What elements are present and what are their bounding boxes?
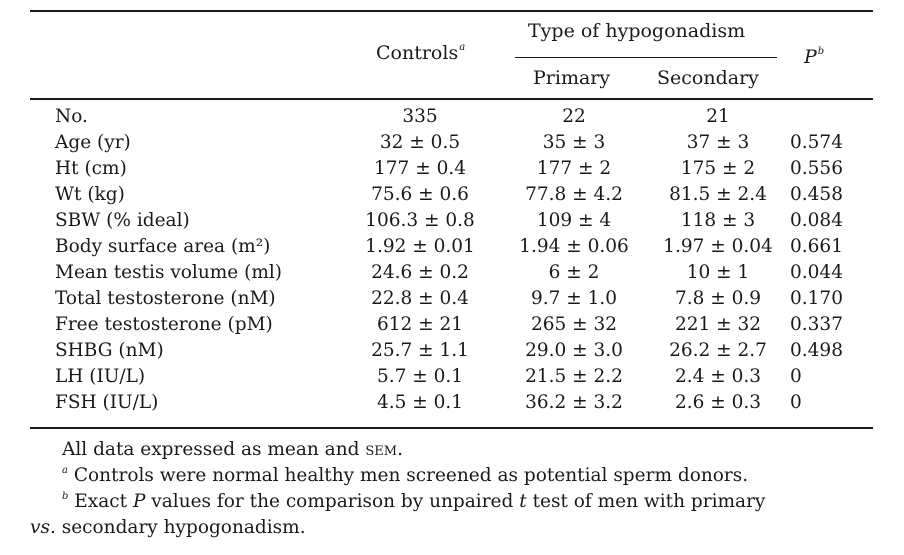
cell-p: 0.170: [790, 288, 843, 309]
column-header-p: [804, 46, 824, 68]
footnote-b-text: test of men with primary: [532, 491, 766, 512]
cell-secondary: 118 ± 3: [680, 210, 756, 231]
cell-p: 0.084: [790, 210, 843, 231]
cell-controls: 22.8 ± 0.4: [371, 288, 469, 309]
table-row: [0, 236, 904, 262]
cell-secondary: 37 ± 3: [686, 132, 750, 153]
row-label: Body surface area (m²): [55, 236, 271, 257]
row-label: Wt (kg): [55, 184, 125, 205]
column-header-secondary: Secondary: [657, 67, 759, 89]
cell-primary: 9.7 ± 1.0: [530, 288, 618, 309]
table-row: [0, 340, 904, 366]
row-label: Ht (cm): [55, 158, 127, 179]
cell-secondary: 26.2 ± 2.7: [669, 340, 767, 361]
cell-primary: 77.8 ± 4.2: [525, 184, 623, 205]
footnote-text: All data expressed as mean and: [62, 439, 360, 460]
cell-p: 0: [790, 392, 802, 413]
cell-p: 0.661: [790, 236, 843, 257]
cell-primary: 35 ± 3: [542, 132, 606, 153]
footnote-a-text: Controls were normal healthy men screened as potential sperm donors.: [73, 465, 749, 486]
controls-label: Controls: [376, 42, 459, 64]
table-row: [0, 106, 904, 132]
table-row: [0, 158, 904, 184]
footnote-b-text: values for the comparison by unpaired: [151, 491, 514, 512]
table-top-rule: [30, 10, 873, 12]
cell-controls: 106.3 ± 0.8: [365, 210, 475, 231]
footnote-b-t: t: [519, 491, 527, 512]
table-row: [0, 392, 904, 418]
cell-primary: 29.0 ± 3.0: [525, 340, 623, 361]
footnote-b: [62, 491, 765, 512]
cell-primary: 1.94 ± 0.06: [519, 236, 629, 257]
row-label: LH (IU/L): [55, 366, 146, 387]
p-label: P: [804, 46, 817, 68]
table-row: [0, 288, 904, 314]
footnote-b-text: secondary hypogonadism.: [61, 517, 306, 538]
controls-footnote-mark: a: [459, 42, 466, 53]
footnote-a-mark: a: [62, 465, 68, 476]
cell-secondary: 2.6 ± 0.3: [674, 392, 762, 413]
row-label: Mean testis volume (ml): [55, 262, 283, 283]
cell-p: 0.337: [790, 314, 843, 335]
row-label: SBW (% ideal): [55, 210, 190, 231]
group-header-rule: [515, 57, 777, 58]
footnote-data-expression: [62, 439, 403, 460]
cell-p: 0.044: [790, 262, 843, 283]
row-label: Age (yr): [55, 132, 131, 153]
header-bottom-rule: [30, 98, 873, 100]
cell-primary: 177 ± 2: [536, 158, 612, 179]
cell-secondary: 1.97 ± 0.04: [663, 236, 773, 257]
cell-p: 0.556: [790, 158, 843, 179]
footnote-b-continued: [30, 517, 306, 538]
table-row: [0, 366, 904, 392]
cell-secondary: 10 ± 1: [686, 262, 750, 283]
footnote-sem: sem: [365, 439, 398, 460]
cell-controls: 75.6 ± 0.6: [371, 184, 469, 205]
cell-secondary: 2.4 ± 0.3: [674, 366, 762, 387]
p-footnote-mark: b: [817, 46, 825, 57]
cell-p: 0.498: [790, 340, 843, 361]
table-row: [0, 314, 904, 340]
column-header-controls: [376, 42, 465, 64]
cell-secondary: 221 ± 32: [674, 314, 762, 335]
cell-controls: 177 ± 0.4: [374, 158, 466, 179]
cell-secondary: 21: [706, 106, 730, 127]
row-label: FSH (IU/L): [55, 392, 159, 413]
table-row: [0, 262, 904, 288]
footnote-period: .: [397, 439, 403, 460]
row-label: Free testosterone (pM): [55, 314, 273, 335]
cell-controls: 335: [402, 106, 438, 127]
cell-primary: 265 ± 32: [530, 314, 618, 335]
cell-p: 0.574: [790, 132, 843, 153]
cell-p: 0: [790, 366, 802, 387]
cell-controls: 25.7 ± 1.1: [371, 340, 469, 361]
column-group-header: Type of hypogonadism: [528, 20, 746, 42]
cell-controls: 32 ± 0.5: [379, 132, 461, 153]
table-row: [0, 184, 904, 210]
cell-p: 0.458: [790, 184, 843, 205]
footnote-b-vs: vs.: [30, 517, 56, 538]
cell-primary: 6 ± 2: [548, 262, 600, 283]
cell-primary: 22: [562, 106, 586, 127]
footnote-a: [62, 465, 748, 486]
cell-controls: 4.5 ± 0.1: [376, 392, 464, 413]
footnote-b-mark: b: [62, 491, 69, 502]
row-label: Total testosterone (nM): [55, 288, 276, 309]
cell-primary: 109 ± 4: [536, 210, 612, 231]
cell-primary: 36.2 ± 3.2: [525, 392, 623, 413]
cell-primary: 21.5 ± 2.2: [525, 366, 623, 387]
cell-controls: 24.6 ± 0.2: [371, 262, 469, 283]
cell-controls: 612 ± 21: [376, 314, 464, 335]
cell-secondary: 81.5 ± 2.4: [669, 184, 767, 205]
table-bottom-rule: [30, 427, 873, 429]
table-row: [0, 210, 904, 236]
cell-secondary: 175 ± 2: [680, 158, 756, 179]
column-header-primary: Primary: [533, 67, 611, 89]
row-label: No.: [55, 106, 88, 127]
cell-controls: 1.92 ± 0.01: [365, 236, 475, 257]
cell-controls: 5.7 ± 0.1: [376, 366, 464, 387]
cell-secondary: 7.8 ± 0.9: [674, 288, 762, 309]
row-label: SHBG (nM): [55, 340, 164, 361]
footnote-b-p: P: [132, 491, 146, 512]
footnote-b-text: Exact: [74, 491, 128, 512]
table-row: [0, 132, 904, 158]
